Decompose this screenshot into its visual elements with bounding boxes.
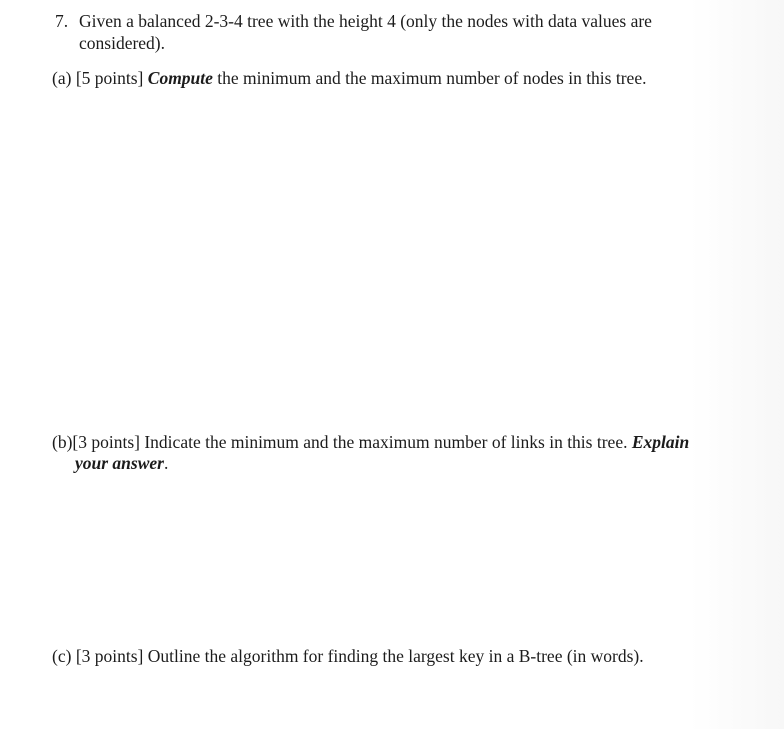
part-a-prompt [52,67,646,89]
part-a-text: the minimum and the maximum number of nodes in this tree. [217,68,647,88]
part-a-points: [5 points] [75,68,144,88]
part-b-text: Indicate the minimum and the maximum number of links in this tree. [144,432,628,452]
part-b-emphasis-1: Explain [631,432,690,452]
part-c-points: [3 points] [75,646,144,666]
part-c-label: (c) [52,646,72,666]
part-a-label: (a) [52,68,72,88]
part-c-prompt [52,645,644,667]
part-b-label: (b) [52,432,73,452]
part-b-points: [3 points] [72,432,140,452]
part-c-text: Outline the algorithm for finding the largest key in a B-tree (in words). [147,646,644,666]
part-b-emphasis-2: your answer [75,453,164,473]
part-b-prompt-line-1 [52,431,689,453]
question-text-line-1: Given a balanced 2-3-4 tree with the height 4 (only the nodes with data values are [79,11,652,31]
question-text-line-2: considered). [79,33,166,53]
part-b-prompt-line-2 [75,452,168,474]
question-number: 7. [55,11,69,31]
part-b-end: . [163,453,169,473]
part-a-emphasis: Compute [147,68,213,88]
